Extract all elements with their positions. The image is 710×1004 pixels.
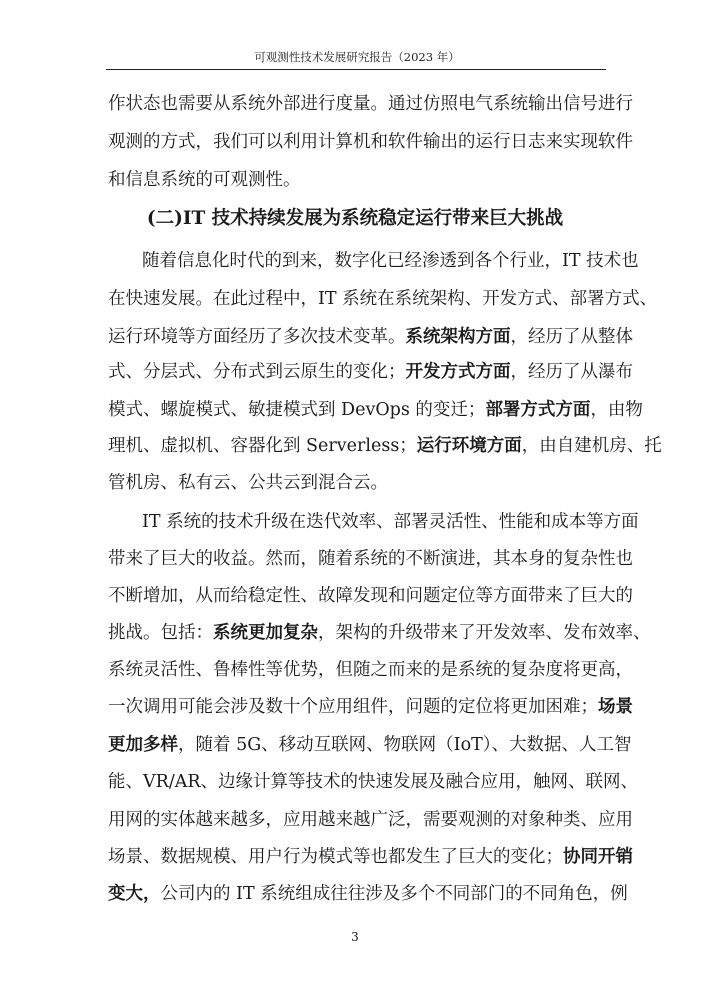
page-number: 3 [351, 930, 359, 944]
emphasis-development-method: 开发方式方面 [405, 362, 511, 382]
text-run: ，架构的升级带来了开发效率、发布效率、 [318, 623, 651, 643]
text-run: ，经历了从瀑布 [510, 362, 633, 382]
text-run: 运行环境等方面经历了多次技术变革。 [108, 327, 406, 347]
section-heading: (二)IT 技术持续发展为系统稳定运行带来巨大挑战 [146, 208, 564, 229]
paragraph-3-line-1: IT 系统的技术升级在迭代效率、部署灵活性、性能和成本等方面 [142, 512, 639, 532]
paragraph-3-line-2: 带来了巨大的收益。然而，随着系统的不断演进，其本身的复杂性也 [108, 549, 633, 569]
text-run: 公司内的 IT 系统组成往往涉及多个不同部门的不同角色，例 [160, 884, 628, 904]
paragraph-2-line-4 [108, 355, 633, 389]
paragraph-1-line-1: 作状态也需要从系统外部进行度量。通过仿照电气系统输出信号进行 [108, 94, 633, 114]
emphasis-system-complexity: 系统更加复杂 [213, 623, 318, 643]
text-run: 式、分层式、分布式到云原生的变化； [108, 362, 406, 382]
emphasis-scenario-start: 场景 [598, 697, 633, 717]
emphasis-collaboration-start: 协同开销 [563, 847, 633, 867]
emphasis-system-architecture: 系统架构方面 [405, 327, 511, 347]
paragraph-3-line-11 [108, 877, 628, 911]
paragraph-2-line-5 [108, 393, 643, 427]
text-run: ，经历了从整体 [510, 327, 633, 347]
text-run: 理机、虚拟机、容器化到 Serverless； [108, 436, 417, 456]
paragraph-1-line-2: 观测的方式，我们可以利用计算机和软件输出的运行日志来实现软件 [108, 132, 633, 152]
paragraph-1-line-3: 和信息系统的可观测性。 [108, 170, 301, 190]
paragraph-2-line-3 [108, 320, 633, 354]
paragraph-3-line-4 [108, 616, 651, 650]
text-run: ，由自建机房、托 [521, 436, 662, 456]
running-header-title: 可观测性技术发展研究报告（2023 年） [254, 50, 460, 64]
text-run: 挑战。包括： [108, 623, 213, 643]
text-run: 场景、数据规模、用户行为模式等也都发生了巨大的变化； [108, 847, 563, 867]
text-run: ，随着 5G、移动互联网、物联网（IoT）、大数据、人工智 [178, 735, 632, 755]
paragraph-2-line-2: 在快速发展。在此过程中，IT 系统在系统架构、开发方式、部署方式、 [108, 289, 658, 309]
paragraph-3-line-10 [108, 840, 633, 874]
paragraph-2-line-6 [108, 429, 662, 463]
text-run: 模式、螺旋模式、敏捷模式到 DevOps 的变迁； [108, 400, 486, 420]
paragraph-3-line-6 [108, 690, 633, 724]
paragraph-2-line-1: 随着信息化时代的到来，数字化已经渗透到各个行业，IT 技术也 [142, 251, 639, 271]
paragraph-3-line-3: 不断增加，从而给稳定性、故障发现和问题定位等方面带来了巨大的 [108, 586, 633, 606]
paragraph-3-line-5: 系统灵活性、鲁棒性等优势，但随之而来的是系统的复杂度将更高， [108, 660, 633, 680]
emphasis-deployment-method: 部署方式方面 [485, 400, 591, 420]
header-divider [106, 69, 606, 70]
paragraph-2-line-7: 管机房、私有云、公共云到混合云。 [108, 473, 388, 493]
paragraph-3-line-9: 用网的实体越来越多，应用越来越广泛，需要观测的对象种类、应用 [108, 810, 633, 830]
paragraph-3-line-8: 能、VR/AR、边缘计算等技术的快速发展及融合应用，触网、联网、 [108, 772, 639, 792]
emphasis-collaboration-end: 变大， [108, 884, 161, 904]
text-run: ，由物 [590, 400, 643, 420]
text-run: 一次调用可能会涉及数十个应用组件，问题的定位将更加困难； [108, 697, 598, 717]
emphasis-runtime-environment: 运行环境方面 [416, 436, 522, 456]
emphasis-scenario-end: 更加多样 [108, 735, 178, 755]
paragraph-3-line-7 [108, 728, 632, 762]
